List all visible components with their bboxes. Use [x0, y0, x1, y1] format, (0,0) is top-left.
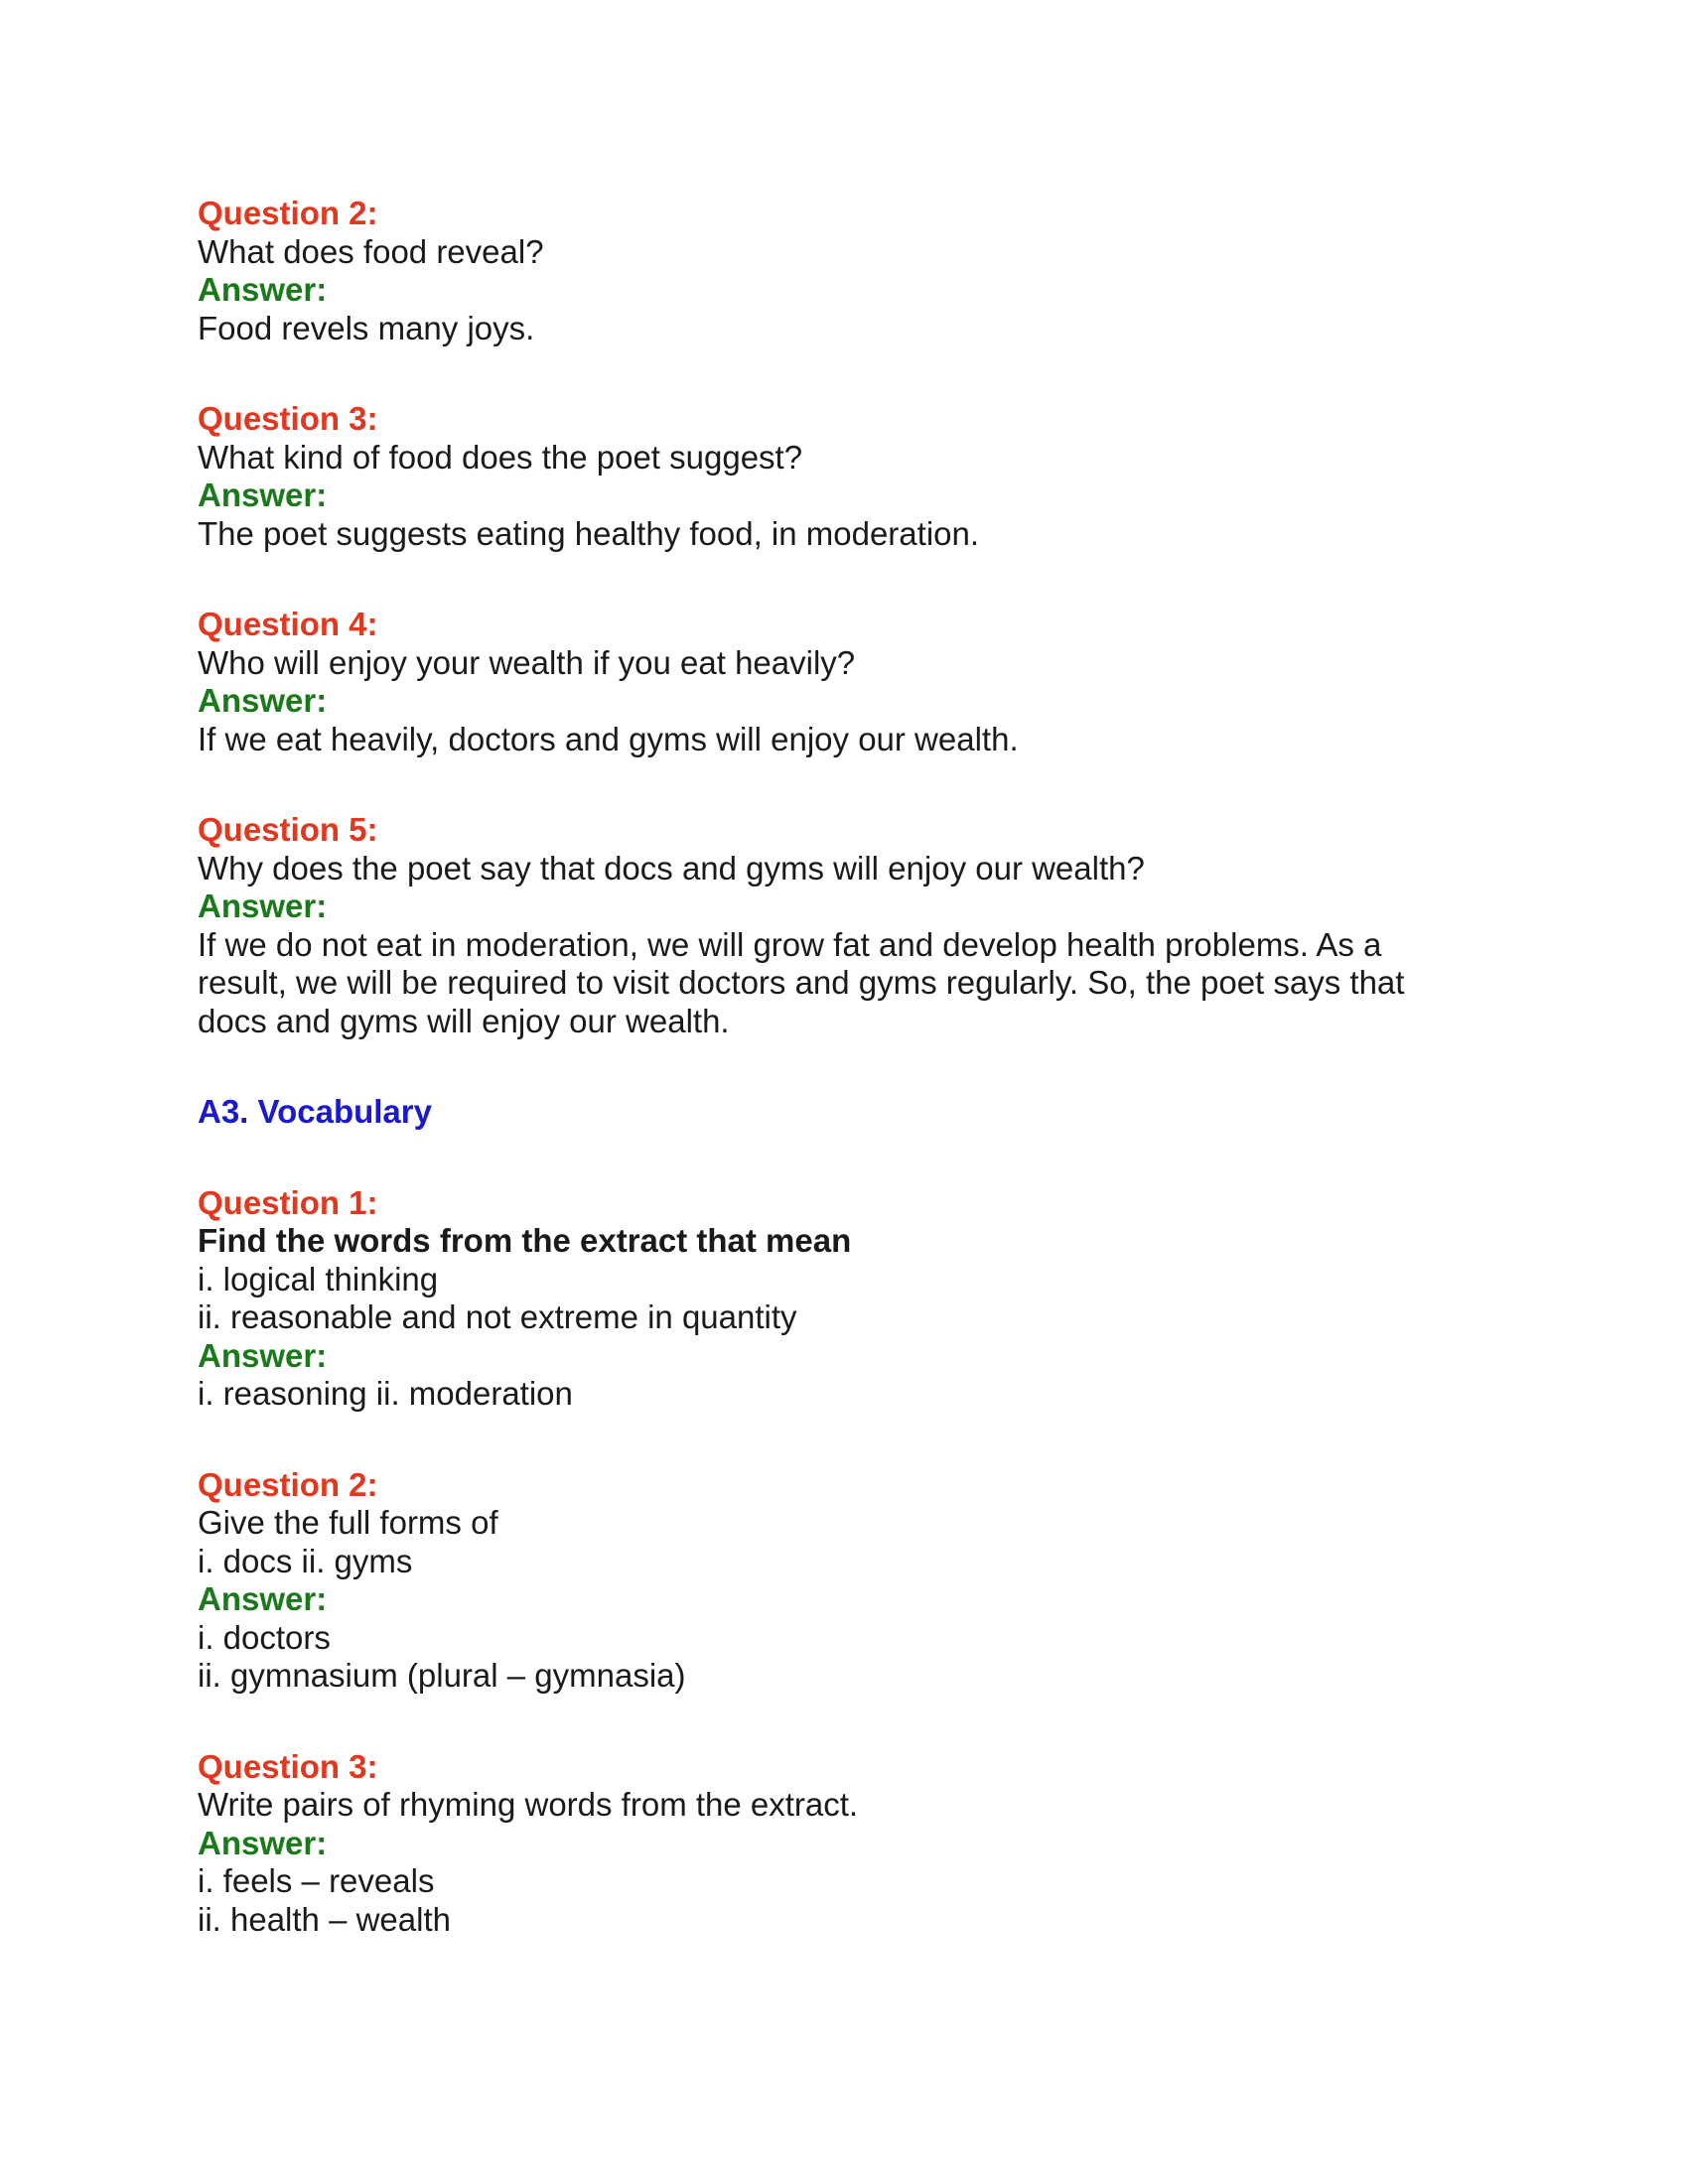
answer-text: The poet suggests eating healthy food, in moderation.	[198, 514, 980, 552]
vocab-block-question-2	[198, 1466, 1488, 1696]
question-label: Question 5:	[198, 811, 378, 848]
question-label: Question 3:	[198, 400, 378, 437]
answer-label: Answer:	[198, 1580, 328, 1617]
answer-line: i. doctors	[198, 1618, 331, 1656]
qa-block-question-2	[198, 195, 1488, 347]
qa-block-question-4	[198, 606, 1488, 758]
question-text: What does food reveal?	[198, 232, 544, 270]
question-text: Why does the poet say that docs and gyms will enjoy our wealth?	[198, 849, 1145, 887]
question-label: Question 2:	[198, 1465, 378, 1503]
answer-line: i. reasoning ii. moderation	[198, 1375, 573, 1412]
answer-label: Answer:	[198, 887, 328, 924]
answer-text: If we eat heavily, doctors and gyms will enjoy our wealth.	[198, 720, 1019, 757]
question-line: i. docs ii. gyms	[198, 1542, 413, 1579]
vocab-block-question-1	[198, 1184, 1488, 1414]
answer-text: Food revels many joys.	[198, 309, 535, 346]
question-line: Give the full forms of	[198, 1504, 498, 1541]
answer-label: Answer:	[198, 477, 328, 513]
qa-block-question-3	[198, 400, 1488, 553]
section-heading: A3. Vocabulary	[198, 1093, 432, 1130]
question-line: Write pairs of rhyming words from the extract.	[198, 1786, 859, 1823]
question-text: Who will enjoy your wealth if you eat heavily?	[198, 643, 856, 681]
answer-label: Answer:	[198, 1824, 328, 1861]
document-page	[198, 195, 1488, 1991]
answer-line: ii. health – wealth	[198, 1900, 451, 1938]
answer-label: Answer:	[198, 271, 328, 308]
qa-block-question-5	[198, 811, 1488, 1040]
question-label: Question 1:	[198, 1183, 378, 1221]
answer-line: ii. gymnasium (plural – gymnasia)	[198, 1657, 686, 1694]
question-line: i. logical thinking	[198, 1260, 439, 1297]
answer-line: i. feels – reveals	[198, 1862, 435, 1899]
section-vocabulary	[198, 1093, 1488, 1132]
question-line: ii. reasonable and not extreme in quantity	[198, 1298, 797, 1335]
answer-label: Answer:	[198, 682, 328, 719]
answer-label: Answer:	[198, 1336, 328, 1374]
question-label: Question 4:	[198, 606, 378, 642]
question-label: Question 3:	[198, 1747, 378, 1785]
question-label: Question 2:	[198, 195, 378, 231]
question-text: What kind of food does the poet suggest?	[198, 438, 803, 476]
vocab-block-question-3	[198, 1748, 1488, 1940]
question-title: Find the words from the extract that mean	[198, 1222, 852, 1259]
answer-text: If we do not eat in moderation, we will grow fat and develop health problems. As a result, we will be required to visit doctors and gyms regularly. So, the poet says that docs and gyms will enjoy our wealth.	[198, 925, 1405, 1039]
